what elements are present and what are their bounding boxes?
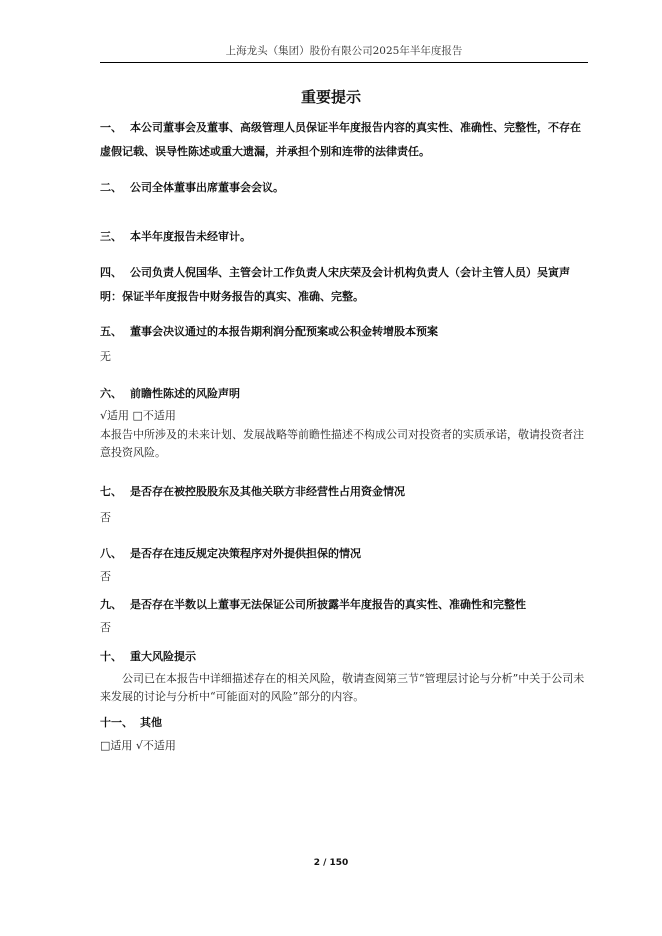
report-header: 上海龙头（集团）股份有限公司2025年半年度报告	[225, 45, 463, 57]
item-6-applicability: √适用 □不适用	[100, 409, 176, 422]
item-5-answer: 无	[100, 350, 111, 363]
notice-item-11	[100, 711, 590, 735]
item-number: 四、	[100, 266, 122, 279]
notice-item-4	[100, 261, 590, 309]
item-text: 是否存在被控股股东及其他关联方非经营性占用资金情况	[130, 485, 405, 498]
item-number: 一、	[100, 121, 122, 134]
item-8-answer: 否	[100, 570, 111, 583]
item-text: 公司全体董事出席董事会会议。	[130, 181, 284, 194]
item-number: 九、	[100, 598, 122, 611]
notice-item-8	[100, 542, 590, 566]
item-text: 前瞻性陈述的风险声明	[130, 387, 240, 400]
item-text: 董事会决议通过的本报告期利润分配预案或公积金转增股本预案	[130, 325, 438, 338]
item-text: 本半年度报告未经审计。	[130, 230, 251, 243]
notice-item-9	[100, 593, 590, 617]
item-number: 六、	[100, 387, 122, 400]
item-text: 是否存在半数以上董事无法保证公司所披露半年度报告的真实性、准确性和完整性	[130, 598, 526, 611]
item-text: 其他	[140, 716, 162, 729]
item-number: 十、	[100, 650, 122, 663]
page-number: 2 / 150	[313, 858, 349, 868]
item-number: 八、	[100, 547, 122, 560]
item-6-detail: 本报告中所涉及的未来计划、发展战略等前瞻性描述不构成公司对投资者的实质承诺，敬请投资者注意投资风险。	[100, 428, 584, 459]
item-7-answer: 否	[100, 511, 111, 524]
item-number: 五、	[100, 325, 122, 338]
item-text: 公司负责人倪国华、主管会计工作负责人宋庆荣及会计机构负责人（会计主管人员）吴寅声明：保证半年度报告中财务报告的真实、准确、完整。	[100, 266, 570, 303]
notice-item-7	[100, 480, 590, 504]
item-number: 三、	[100, 230, 122, 243]
item-number: 二、	[100, 181, 122, 194]
item-text: 重大风险提示	[130, 650, 196, 663]
notice-item-6	[100, 382, 590, 406]
notice-item-1	[100, 116, 590, 164]
item-number: 七、	[100, 485, 122, 498]
notice-item-3	[100, 225, 590, 249]
notice-item-10	[100, 645, 590, 669]
header-rule	[100, 62, 588, 63]
item-text: 本公司董事会及董事、高级管理人员保证半年度报告内容的真实性、准确性、完整性，不存在虚假记载、误导性陈述或重大遗漏，并承担个别和连带的法律责任。	[100, 121, 581, 158]
item-text: 是否存在违反规定决策程序对外提供担保的情况	[130, 547, 361, 560]
notice-item-5	[100, 320, 590, 344]
item-9-answer: 否	[100, 621, 111, 634]
notice-item-2	[100, 176, 590, 200]
item-10-detail: 公司已在本报告中详细描述存在的相关风险，敬请查阅第三节“管理层讨论与分析”中关于公司未来发展的讨论与分析中“可能面对的风险”部分的内容。	[100, 672, 585, 703]
page-title: 重要提示	[300, 88, 361, 106]
item-11-applicability: □适用 √不适用	[100, 739, 176, 752]
item-number: 十一、	[100, 716, 133, 729]
